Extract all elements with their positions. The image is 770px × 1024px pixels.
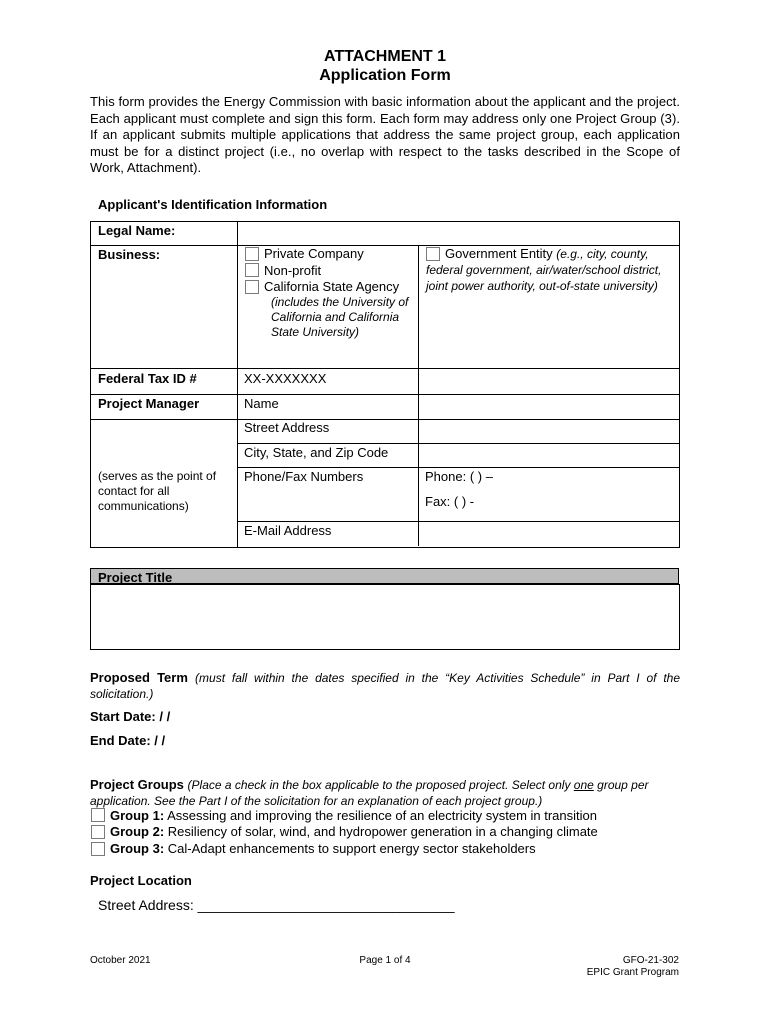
table-row-line (237, 467, 679, 468)
project-location-label: Project Location (90, 873, 192, 888)
project-groups-note-one: one (573, 778, 594, 792)
city-state-zip-label: City, State, and Zip Code (244, 445, 389, 460)
project-groups-note-1: (Place a check in the box applicable to the proposed project. Select only (187, 778, 574, 792)
footer-program: EPIC Grant Program (586, 967, 679, 978)
footer-date: October 2021 (90, 955, 151, 966)
legal-name-field[interactable] (238, 222, 678, 245)
proposed-term-label: Proposed Term (90, 670, 188, 685)
private-company-label: Private Company (264, 246, 364, 261)
pm-name-label: Name (244, 396, 279, 411)
proposed-term-block (90, 670, 680, 702)
government-entity-block (426, 246, 672, 294)
email-label: E-Mail Address (244, 523, 332, 538)
group-3-text: Cal-Adapt enhancements to support energy sector stakeholders (167, 841, 536, 856)
project-groups-label: Project Groups (90, 777, 184, 792)
government-entity-label: Government Entity (445, 246, 553, 261)
group-2-item (110, 824, 598, 839)
table-divider (237, 221, 238, 547)
street-address-label: Street Address (244, 420, 330, 435)
group-2-label: Group 2: (110, 824, 165, 839)
project-title-label: Project Title (98, 570, 173, 585)
table-row-line (90, 394, 679, 395)
state-agency-checkbox[interactable] (245, 280, 259, 294)
group-1-label: Group 1: (110, 808, 165, 823)
private-company-checkbox[interactable] (245, 247, 259, 261)
end-date[interactable]: End Date: / / (90, 733, 166, 748)
proposed-term-note: (must fall within the dates specified in the “Key Activities Schedule” in Part I of the solicitation.) (90, 671, 681, 701)
table-row-line (90, 368, 679, 369)
group-3-checkbox[interactable] (91, 842, 105, 856)
intro-paragraph: This form provides the Energy Commission with basic information about the applicant and the project. Each applicant must complete and sign this form. Each form may address only one Project Group (3). If an applicant submits multiple applications that address the same project group, each application must be for a distinct project (i.e., no overlap with respect to the tasks described in the Scope of Work, Attachment). (90, 94, 680, 175)
applicant-section-heading: Applicant's Identification Information (98, 197, 328, 212)
group-2-checkbox[interactable] (91, 825, 105, 839)
table-divider (418, 245, 419, 546)
table-row-line (90, 419, 679, 420)
group-1-item (110, 808, 597, 823)
contact-note: (serves as the point of contact for all communications) (98, 469, 217, 513)
project-title-bar (90, 568, 679, 584)
project-groups-note-2: group per application. See the Part I of the solicitation for an explanation of each project group.) (90, 778, 649, 808)
group-1-checkbox[interactable] (91, 808, 105, 822)
phone-value[interactable]: Phone: ( ) – (425, 469, 493, 484)
business-label: Business: (98, 247, 161, 262)
government-entity-note: (e.g., city, county, federal government, air/water/school district, joint power authority, out-of-state university) (426, 247, 662, 293)
location-street-address[interactable]: Street Address: _________________________________ (98, 897, 455, 913)
group-2-text: Resiliency of solar, wind, and hydropower generation in a changing climate (167, 824, 598, 839)
project-title-field[interactable] (90, 584, 680, 650)
non-profit-label: Non-profit (264, 263, 322, 278)
attachment-title: ATTACHMENT 1 (323, 48, 447, 65)
form-title: Application Form (319, 67, 451, 84)
group-1-text: Assessing and improving the resilience of an electricity system in transition (167, 808, 597, 823)
group-3-item (110, 841, 536, 856)
group-3-label: Group 3: (110, 841, 165, 856)
non-profit-checkbox[interactable] (245, 263, 259, 277)
state-agency-note: (includes the University of California and California State University) (271, 295, 409, 339)
footer-page: Page 1 of 4 (359, 955, 411, 966)
footer-doc-id: GFO-21-302 (622, 955, 679, 966)
legal-name-label: Legal Name: (98, 223, 176, 238)
project-groups-block (90, 777, 680, 809)
table-row-line (237, 521, 679, 522)
fax-value[interactable]: Fax: ( ) - (425, 494, 475, 509)
project-manager-label: Project Manager (98, 396, 200, 411)
state-agency-label: California State Agency (264, 279, 400, 294)
start-date[interactable]: Start Date: / / (90, 709, 171, 724)
federal-tax-label: Federal Tax ID # (98, 371, 197, 386)
table-row-line (237, 443, 679, 444)
phone-fax-label: Phone/Fax Numbers (244, 469, 364, 484)
federal-tax-value[interactable]: XX-XXXXXXX (244, 371, 327, 386)
